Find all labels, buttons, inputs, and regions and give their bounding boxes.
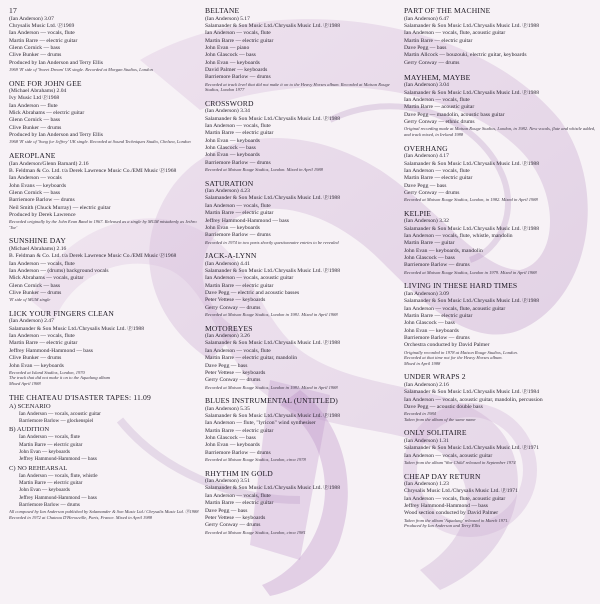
personnel-line: Glenn Cornick — bass bbox=[9, 44, 61, 51]
personnel-line: Martin Barre — electric guitar bbox=[404, 37, 473, 44]
personnel-line: Martin Barre — electric guitar bbox=[404, 312, 473, 319]
track-title: KELPIE bbox=[404, 208, 432, 218]
personnel-line: Barriemore Barlow — drums bbox=[205, 449, 271, 456]
personnel-line: Ian Anderson — vocals, flute, acoustic guitar bbox=[404, 30, 506, 37]
track-title: CROSSWORD bbox=[205, 98, 254, 108]
personnel-line: Martin Barre — acoustic guitar bbox=[404, 104, 475, 111]
personnel-line: Barriemore Barlow — glockenspiel bbox=[19, 417, 94, 424]
personnel-line: Martin Barre — electric guitar bbox=[205, 427, 274, 434]
track-entry bbox=[404, 209, 596, 276]
credit-line: Salamander & Son Music Ltd./Chrysalis Music Ltd. ⓟ1988 bbox=[404, 160, 540, 167]
personnel-line: Ian Anderson — vocals, acoustic guitar bbox=[205, 275, 294, 282]
personnel-line: John Evan — keyboards bbox=[19, 449, 70, 455]
personnel-line: John Evan — keyboards bbox=[205, 152, 260, 159]
personnel-line: John Glascock — bass bbox=[205, 52, 256, 59]
recording-note: Taken from the album 'War Child' released in September 1974 bbox=[404, 459, 516, 465]
personnel-line: Martin Barre — electric guitar bbox=[404, 175, 473, 182]
track-title: AEROPLANE bbox=[9, 151, 56, 160]
track-entry bbox=[9, 236, 199, 303]
credit-line: (Ian Anderson) 3.07 bbox=[9, 15, 54, 22]
track-entry bbox=[205, 99, 401, 173]
credit-line: (Ian Anderson) 5.35 bbox=[205, 405, 250, 412]
personnel-line: Barriemore Barlow — drums bbox=[9, 197, 75, 204]
credit-line: (Ian Anderson) 3.26 bbox=[205, 333, 250, 340]
track-title: CHEAP DAY RETURN bbox=[404, 471, 481, 481]
credit-line: (Ian Anderson) 1.31 bbox=[404, 437, 449, 444]
credit-line: Salamander & Son Music Ltd./Chrysalis Music Ltd. ⓟ1988 bbox=[205, 340, 341, 347]
personnel-line: Gerry Conway — drums bbox=[205, 377, 261, 384]
personnel-line: Martin Barre — electric guitar bbox=[19, 441, 83, 448]
personnel-line: Ian Anderson — vocals, acoustic guitar, mandolin, percussion bbox=[404, 396, 543, 403]
track-title: SATURATION bbox=[205, 178, 254, 188]
track-title: UNDER WRAPS 2 bbox=[404, 372, 466, 382]
credit-line: (Michael Abrahams) 2.04 bbox=[9, 88, 67, 94]
personnel-line: Clive Bunker — drums bbox=[9, 290, 62, 296]
recording-note: 1968 'B' side of 'Song for Jeffrey' UK single. Recorded at Sound Techniques Studio, Chelsea, London bbox=[9, 139, 191, 145]
personnel-line: Ian Anderson — vocals, flute bbox=[205, 122, 271, 129]
recording-note: Mixed in April 1988 bbox=[404, 360, 441, 366]
recording-note: Recorded in 1972 at Chateau D'Herouville, Paris, France. Mixed in April 1988 bbox=[9, 515, 153, 520]
recording-note: Recorded at Maison Rouge Studios, London in 1981. Mixed in April 1988 bbox=[205, 312, 338, 318]
track-title: LIVING IN THESE HARD TIMES bbox=[404, 281, 518, 291]
personnel-line: Martin Barre — electric guitar bbox=[205, 130, 274, 137]
personnel-line: Gerry Conway — drums bbox=[205, 522, 261, 529]
credit-line: Salamander & Son Music Ltd./Chrysalis Music Ltd. ⓟ1988 bbox=[404, 225, 540, 232]
credit-line: (Ian Anderson) 5.17 bbox=[205, 15, 250, 22]
track-title: ONLY SOLITAIRE bbox=[404, 428, 467, 438]
personnel-line: John Evan — keyboards bbox=[404, 327, 459, 334]
personnel-line: Glenn Cornick — bass bbox=[9, 117, 61, 124]
personnel-line: Peter Vettese — keyboards bbox=[205, 297, 266, 304]
track-entry bbox=[205, 469, 401, 536]
credit-line: (Ian Anderson) 2.47 bbox=[9, 318, 54, 325]
track-entry bbox=[404, 472, 596, 529]
credit-line: Salamander & Son Music Ltd./Chrysalis Music Ltd. ⓟ1988 bbox=[205, 195, 341, 202]
personnel-line: Neil Smith (Chuck Murray) — electric guitar bbox=[9, 204, 111, 211]
personnel-line: Martin Barre — electric guitar, mandolin bbox=[205, 355, 298, 362]
recording-note: Taken from the album 'Aqualung' released in March 1971. bbox=[404, 517, 509, 523]
credit-line: Ivy Music Ltd ⓟ1968 bbox=[9, 95, 60, 102]
track-entry bbox=[404, 372, 596, 422]
personnel-line: Gerry Conway — drums bbox=[404, 59, 460, 66]
credit-line: (Ian Anderson) 4.41 bbox=[205, 260, 250, 267]
track-entry bbox=[205, 324, 401, 391]
personnel-line: John Evan — piano bbox=[205, 44, 250, 51]
personnel-line: Martin Barre — electric guitar bbox=[205, 282, 274, 289]
track-entry bbox=[205, 251, 401, 318]
credit-line: (Michael Abrahams) 2.16 bbox=[9, 245, 67, 252]
personnel-line: Martin Barre — electric guitar bbox=[9, 37, 78, 44]
credit-line: Salamander & Son Music Ltd./Chrysalis Music Ltd. ⓟ1988 bbox=[404, 298, 540, 305]
personnel-line: Produced by Ian Anderson and Terry Ellis bbox=[9, 59, 103, 66]
recording-note: Recorded at Maison Rouge Studios, London in 1979. Mixed in April 1988 bbox=[404, 269, 537, 275]
credit-line: B. Feldman & Co. Ltd. t/a Derek Lawrence Music Co./EMI Music ⓟ1968 bbox=[9, 167, 177, 174]
personnel-line: Martin Barre — electric guitar bbox=[19, 480, 83, 487]
track-title: MOTOREYES bbox=[205, 323, 253, 333]
personnel-line: John Glascock — bass bbox=[205, 145, 256, 151]
personnel-line: Clive Bunker — drums bbox=[9, 124, 62, 131]
personnel-line: Ian Anderson — vocals, flute bbox=[205, 492, 271, 499]
personnel-line: John Evan — keyboards bbox=[9, 362, 64, 369]
personnel-line: Martin Barre — guitar bbox=[404, 240, 455, 247]
credit-line: B. Feldman & Co. Ltd. t/a Derek Lawrence Music Co./EMI Music ⓟ1968 bbox=[9, 253, 177, 260]
column-1 bbox=[9, 6, 199, 527]
personnel-line: Ian Anderson — vocals, flute, acoustic guitar bbox=[404, 495, 506, 502]
credit-line: (Ian Anderson) 3.04 bbox=[404, 82, 449, 89]
personnel-line: Barriemore Barlow — drums bbox=[19, 502, 80, 509]
track-title: JACK-A-LYNN bbox=[205, 251, 257, 261]
personnel-line: John Glascock — bass bbox=[205, 435, 256, 441]
personnel-line: Ian Anderson — vocals, flute bbox=[404, 97, 470, 104]
personnel-line: Wood section conducted by David Palmer bbox=[404, 510, 499, 517]
personnel-line: John Glascock — bass bbox=[404, 255, 455, 262]
personnel-line: Martin Barre — electric guitar bbox=[9, 340, 78, 347]
recording-note: Recorded originally by the John Evan Band in 1967. Released as a single by MGM mistakenly as Jethro 'Toe' bbox=[9, 219, 197, 230]
personnel-line: Jeffrey Hammond-Hammond — bass bbox=[19, 494, 97, 501]
personnel-line: Ian Anderson — vocals, flute bbox=[205, 30, 271, 37]
column-3 bbox=[404, 6, 596, 535]
personnel-line: David Palmer — keyboards bbox=[205, 66, 268, 73]
personnel-line: John Evan — keyboards, mandolin bbox=[404, 247, 483, 254]
recording-note: Recorded in 1974 in two parts shortly questionnaire entries to be revealed bbox=[205, 239, 339, 245]
track-entry bbox=[205, 6, 401, 93]
personnel-line: Ian Anderson — vocals, flute bbox=[205, 347, 271, 354]
personnel-line: Jeffrey Hammond-Hammond — bass bbox=[19, 456, 97, 463]
track-title: MAYHEM, MAYBE bbox=[404, 72, 471, 82]
credit-line: (Ian Anderson/Glenn Barnard) 2.16 bbox=[9, 160, 89, 167]
personnel-line: Dave Pegg — acoustic double bass bbox=[404, 403, 483, 410]
personnel-line: Ian Anderson — vocals bbox=[9, 175, 62, 182]
recording-note: Originally recorded in 1978 at Maison Rouge Studios, London. bbox=[404, 349, 518, 355]
personnel-line: Ian Anderson — flute, "lyricon" wind synthesiser bbox=[205, 420, 316, 427]
recording-note: Recorded in 1984 bbox=[404, 411, 436, 417]
recording-note: 'B' side of MGM single bbox=[9, 297, 51, 303]
personnel-line: Glenn Cornick — bass bbox=[9, 189, 61, 196]
recording-note: Recorded at Maison Rouge Studios, London, circa 1978 bbox=[205, 457, 306, 463]
credit-line: (Ian Anderson) 4.17 bbox=[404, 153, 449, 160]
credit-line: Salamander & Son Music Ltd./Chrysalis Music Ltd. ⓟ1988 bbox=[205, 485, 341, 492]
part-title: C) NO REHEARSAL bbox=[9, 464, 68, 472]
personnel-line: Jeffrey Hammond-Hammond — bass bbox=[9, 347, 93, 354]
credit-line: (Ian Anderson) 2.16 bbox=[404, 381, 449, 388]
personnel-line: Martin Barre — electric guitar bbox=[205, 210, 274, 217]
credit-line: Salamander & Son Music Ltd./Chrysalis Music Ltd. ⓟ1984 bbox=[404, 389, 540, 396]
track-title: BELTANE bbox=[205, 6, 240, 15]
track-entry bbox=[9, 6, 199, 73]
credit-line: Salamander & Son Music Ltd./Chrysalis Music Ltd. ⓟ1988 bbox=[404, 89, 540, 96]
track-entry bbox=[404, 281, 596, 366]
personnel-line: John Evans — keyboards bbox=[9, 182, 67, 189]
personnel-line: Gerry Conway — drums bbox=[404, 189, 460, 196]
track-entry bbox=[404, 144, 596, 203]
personnel-line: John Evan — keyboards bbox=[19, 487, 70, 494]
part-title: B) AUDITION bbox=[9, 426, 50, 434]
recording-note: Produced by Ian Anderson and Terry Ellis bbox=[404, 523, 481, 529]
recording-note: Recorded at Maison Rouge Studios, London. Mixed in April 1988 bbox=[205, 167, 323, 173]
personnel-line: Barriemore Barlow — drums bbox=[205, 74, 271, 81]
personnel-line: Produced by Derek Lawrence bbox=[9, 211, 76, 218]
part-title: A) SCENARIO bbox=[9, 402, 51, 410]
track-entry bbox=[9, 309, 199, 387]
personnel-line: Ian Anderson — (drums) background vocals bbox=[9, 267, 109, 274]
credit-line: Salamander & Son Music Ltd./Chrysalis Music Ltd. ⓟ1988 bbox=[205, 22, 341, 29]
personnel-line: Dave Pegg — bass bbox=[404, 44, 447, 51]
personnel-line: Clive Bunker — drums bbox=[9, 52, 62, 59]
credit-line: Salamander & Son Music Ltd./Chrysalis Music Ltd. ⓟ1988 bbox=[205, 412, 341, 419]
recording-note: Mixed April 1988 bbox=[9, 381, 41, 387]
track-entry bbox=[205, 396, 401, 463]
credit-line: Chrysalis Music Ltd./Chrysalis Music Ltd. ⓟ1971 bbox=[404, 488, 518, 495]
recording-note: The track that did not make it on to the Aqualung album bbox=[9, 375, 111, 381]
personnel-line: Dave Pegg — bass bbox=[404, 182, 447, 189]
personnel-line: Mick Abrahams — vocals, guitar bbox=[9, 275, 84, 282]
personnel-line: Jeffrey Hammond-Hammond — bass bbox=[205, 217, 289, 224]
track-title: THE CHATEAU D'ISASTER TAPES: 11.09 bbox=[9, 392, 151, 402]
credit-line: (Ian Anderson) 3.32 bbox=[404, 218, 449, 225]
track-entry bbox=[9, 393, 199, 521]
personnel-line: Dave Pegg — bass bbox=[205, 362, 248, 369]
credit-line: (Ian Anderson) 3.09 bbox=[404, 290, 449, 297]
personnel-line: Ian Anderson — vocals, flute bbox=[205, 202, 271, 209]
credit-line: Chrysalis Music Ltd. ⓟ1969 bbox=[9, 22, 75, 29]
personnel-line: John Evan — keyboards bbox=[205, 137, 260, 144]
personnel-line: Dave Pegg — bass bbox=[205, 507, 248, 514]
recording-note: Recorded at Maison Rouge Studios, London, circa 1981 bbox=[205, 529, 306, 535]
credit-line: Salamander & Son Music Ltd./Chrysalis Music Ltd. ⓟ1988 bbox=[205, 115, 341, 122]
personnel-line: Ian Anderson — vocals, flute, acoustic guitar bbox=[404, 305, 506, 312]
track-entry bbox=[404, 73, 596, 138]
credit-line: Salamander & Son Music Ltd./Chrysalis Music Ltd. ⓟ1971 bbox=[404, 445, 540, 452]
personnel-line: Barriemore Barlow — drums bbox=[404, 334, 470, 341]
track-entry bbox=[9, 151, 199, 230]
personnel-line: Barriemore Barlow — drums bbox=[205, 232, 271, 239]
recording-note: Recorded at track level that did not make it on to the Heavy Horses album. Recorded at Maison Rouge Studios, London 1977 bbox=[205, 81, 390, 93]
recording-note: 1969 'B' side of 'Sweet Dream' UK single. Recorded at Morgan Studios, London bbox=[9, 66, 153, 72]
personnel-line: Orchestra conducted by David Palmer bbox=[404, 342, 490, 349]
credit-line: Salamander & Son Music Ltd./Chrysalis Music Ltd. ⓟ1988 bbox=[9, 325, 145, 332]
personnel-line: Dave Pegg — electric and acoustic basses bbox=[205, 290, 300, 296]
personnel-line: Peter Vettese — keyboards bbox=[205, 369, 266, 376]
credit-line: Salamander & Son Music Ltd./Chrysalis Music Ltd. ⓟ1988 bbox=[404, 22, 540, 29]
personnel-line: John Evan — keyboards bbox=[205, 442, 260, 449]
personnel-line: John Evan — keyboards bbox=[205, 59, 260, 66]
recording-note: Original recording made at Maison Rouge Studios, London, in 1982. New vocals, flute and whistle added, and track mixed, in Ireland 1988 bbox=[404, 126, 596, 138]
personnel-line: Jeffrey Hammond-Hammond — bass bbox=[404, 503, 488, 510]
credit-line: (Ian Anderson) 6.47 bbox=[404, 15, 449, 22]
track-title: SUNSHINE DAY bbox=[9, 236, 67, 246]
track-entry bbox=[404, 428, 596, 465]
personnel-line: Ian Anderson — vocals, flute bbox=[9, 333, 75, 340]
personnel-line: Martin Allcock — bouzouki, electric guitar, keyboards bbox=[404, 52, 527, 59]
track-title: LICK YOUR FINGERS CLEAN bbox=[9, 308, 115, 318]
credit-line: Salamander & Son Music Ltd./Chrysalis Music Ltd. ⓟ1988 bbox=[205, 267, 341, 274]
personnel-line: Ian Anderson — flute bbox=[9, 102, 58, 109]
recording-note: Recorded at Maison Rouge Studios, London, in 1982. Mixed in April 1988 bbox=[404, 197, 538, 203]
track-entry bbox=[9, 79, 199, 146]
personnel-line: Ian Anderson — vocals, flute bbox=[9, 30, 75, 37]
track-title: 17 bbox=[9, 6, 17, 15]
recording-note: Recorded at Maison Rouge Studios, London in 1981. Mixed in April 1988 bbox=[205, 384, 338, 390]
credit-line: (Ian Anderson) 3.51 bbox=[205, 478, 250, 485]
personnel-line: Ian Anderson — vocals, flute bbox=[19, 434, 80, 441]
personnel-line: Ian Anderson — vocals, flute, whistle bbox=[19, 472, 98, 479]
personnel-line: Barriemore Barlow — drums bbox=[205, 159, 271, 166]
credit-line: (Ian Anderson) 4.23 bbox=[205, 188, 250, 195]
track-title: BLUES INSTRUMENTAL (UNTITLED) bbox=[205, 396, 338, 406]
personnel-line: Martin Barre — electric guitar bbox=[205, 37, 274, 44]
personnel-line: Produced by Ian Anderson and Terry Ellis bbox=[9, 132, 103, 139]
personnel-line: John Evan — keyboards bbox=[205, 224, 260, 231]
personnel-line: Ian Anderson — vocals, acoustic guitar bbox=[404, 452, 493, 459]
personnel-line: John Glascock — bass bbox=[404, 320, 455, 327]
personnel-line: Ian Anderson — vocals, flute bbox=[404, 167, 470, 174]
personnel-line: Mick Abrahams — electric guitar bbox=[9, 110, 85, 117]
personnel-line: Clive Bunker — drums bbox=[9, 355, 62, 362]
credit-line: (Ian Anderson) 1.23 bbox=[404, 481, 449, 488]
recording-note: All composed by Ian Anderson published by Salamander & Son Music Ltd./ Chrysalis Music Ltd. ⓟ1988 bbox=[9, 509, 199, 515]
credit-line: (Ian Anderson) 3.34 bbox=[205, 108, 250, 115]
personnel-line: Glenn Cornick — bass bbox=[9, 282, 61, 289]
personnel-line: Barriemore Barlow — drums bbox=[404, 262, 470, 269]
track-title: OVERHANG bbox=[404, 143, 448, 153]
personnel-line: Ian Anderson — vocals, flute bbox=[9, 260, 75, 267]
personnel-line: Gerry Conway — ethnic drums bbox=[404, 119, 475, 126]
recording-note: Taken from the album of the same name bbox=[404, 416, 476, 422]
personnel-line: Martin Barre — electric guitar bbox=[205, 500, 274, 507]
personnel-line: Dave Pegg — mandolin, acoustic bass guitar bbox=[404, 111, 505, 118]
personnel-line: Ian Anderson — vocals, flute, whistle, mandolin bbox=[404, 233, 513, 239]
recording-note: Recorded at that time not for the Heavy Horses album. bbox=[404, 355, 503, 361]
personnel-line: Ian Anderson — vocals, acoustic guitar bbox=[19, 410, 101, 417]
track-title: RHYTHM IN GOLD bbox=[205, 468, 273, 478]
track-entry bbox=[404, 6, 596, 67]
track-title: ONE FOR JOHN GEE bbox=[9, 78, 82, 88]
recording-note: Recorded at Island Studios, London, 1970 bbox=[9, 369, 85, 375]
personnel-line: Gerry Conway — drums bbox=[205, 304, 261, 311]
track-entry bbox=[205, 179, 401, 246]
track-title: PART OF THE MACHINE bbox=[404, 6, 491, 15]
personnel-line: Peter Vettese — keyboards bbox=[205, 514, 266, 521]
column-2 bbox=[205, 6, 401, 541]
